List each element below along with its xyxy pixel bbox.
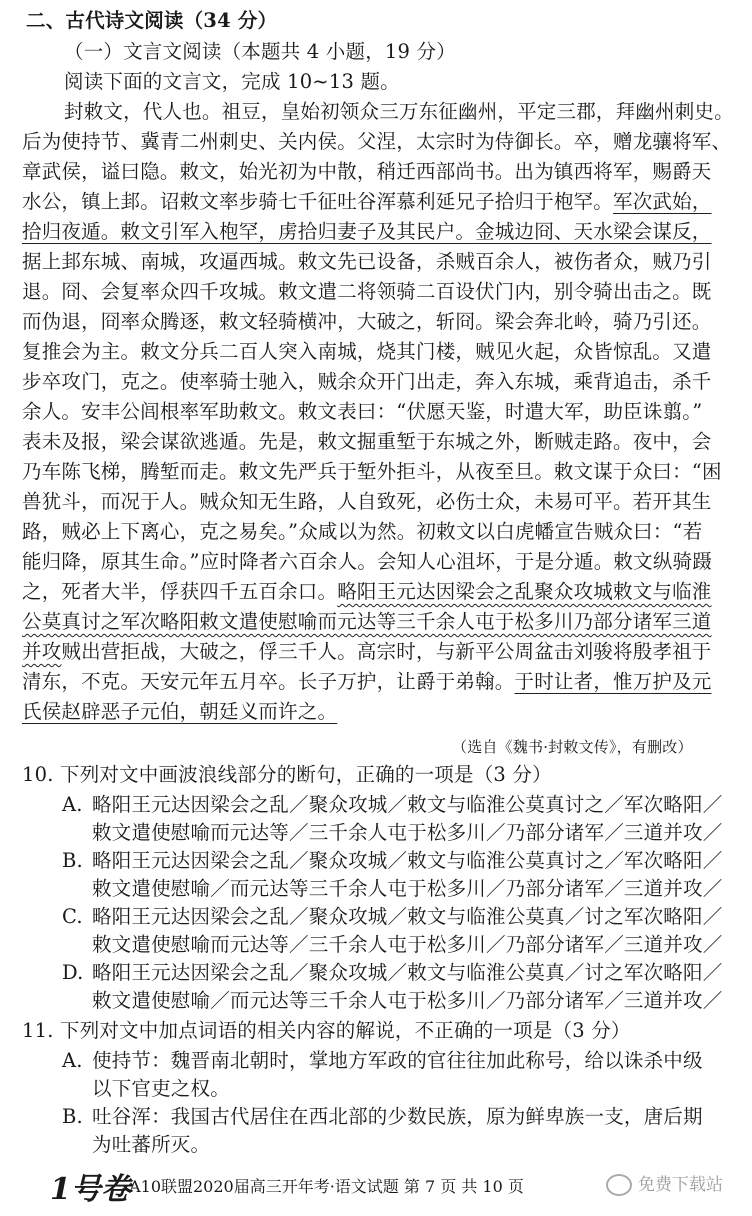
option-text: 为吐蕃所灭。 — [92, 1133, 211, 1156]
option-text: 敕文遣使慰喻而元达等／三千余人屯于松多川／乃部分诸军／三道并攻／ — [92, 821, 723, 844]
option-text: 敕文遣使慰喻／而元达等三千余人屯于松多川／乃部分诸军／三道并攻／ — [92, 877, 723, 900]
option-text: 略阳王元达因梁会之乱／聚众攻城／敕文与临淮公莫真／讨之军次略阳／ — [92, 961, 723, 984]
passage-line — [22, 189, 712, 215]
passage-line — [22, 579, 712, 605]
passage-line: 路，贼必上下离心，克之易矣。”众咸以为然。初敕文以白虎幡宣告贼众曰：“若 — [22, 520, 703, 543]
wechat-icon — [606, 1174, 632, 1196]
option-letter: C. — [62, 905, 83, 928]
underlined-text: 金城边冏、天水梁会谋反， — [475, 220, 712, 243]
underlined-text: 于时让者，惟万护及元 — [514, 670, 712, 693]
passage-text: 水公，镇上邽。诏敕文率步骑七千征吐谷浑慕利延兄子拾归于枹罕。 — [22, 190, 614, 213]
option-text: 略阳王元达因梁会之乱／聚众攻城／敕文与临淮公莫真讨之／军次略阳／ — [92, 849, 723, 872]
passage-line: 乃车陈飞梯，腾堑而走。敕文先严兵于堑外拒斗，从夜至旦。敕文谋于众曰：“困 — [22, 460, 722, 483]
question-11-stem: 11. 下列对文中加点词语的相关内容的解说，不正确的一项是（3 分） — [22, 1019, 631, 1042]
passage-line: 余人。安丰公闾根率军助敕文。敕文表曰：“伏愿天鉴，时遣大军，助臣诛翦。” — [22, 400, 703, 423]
option-letter: B. — [62, 1105, 83, 1128]
option-text: 吐谷浑：我国古代居住在西北部的少数民族，原为鲜卑族一支，唐后期 — [92, 1105, 703, 1128]
passage-line: 能归降，原其生命。”应时降者六百余人。会知人心沮坏，于是分遁。敕文纵骑蹑 — [22, 550, 712, 573]
watermark — [606, 1170, 723, 1196]
instruction: 阅读下面的文言文，完成 10~13 题。 — [64, 70, 400, 93]
passage-line — [22, 639, 712, 665]
question-10-stem: 10. 下列对文中画波浪线部分的断句，正确的一项是（3 分） — [22, 763, 552, 786]
passage-line: 章武侯，谥曰隐。敕文，始光初为中散，稍迁西部尚书。出为镇西将军，赐爵天 — [22, 160, 712, 183]
passage-line — [22, 669, 712, 695]
option-letter: A. — [62, 793, 83, 816]
option-text: 以下官吏之权。 — [92, 1077, 230, 1100]
underlined-text: 军次武始， — [613, 190, 712, 213]
passage-line: 表未及报，梁会谋欲逃遁。先是，敕文掘重堑于东城之外，断贼走路。夜中，会 — [22, 430, 712, 453]
watermark-text: 免费下载站 — [638, 1175, 723, 1195]
option-text: 敕文遣使慰喻而元达等／三千余人屯于松多川／乃部分诸军／三道并攻／ — [92, 933, 723, 956]
passage-text: 贼出营拒战，大破之，俘三千人。高宗时，与新平公周盆击刘骏将殷孝祖于 — [61, 640, 712, 663]
section-title: 二、古代诗文阅读（34 分） — [26, 9, 278, 32]
passage-line: 退。冏、会复率众四千攻城。敕文遣二将领骑二百设伏门内，别令骑出击之。既 — [22, 280, 712, 303]
option-text: 略阳王元达因梁会之乱／聚众攻城／敕文与临淮公莫真／讨之军次略阳／ — [92, 905, 723, 928]
passage-line: 封敕文，代人也。祖豆，皇始初领众三万东征幽州，平定三郡，拜幽州刺史。 — [64, 100, 734, 123]
option-letter: D. — [62, 961, 84, 984]
option-letter: B. — [62, 849, 83, 872]
wavy-underlined-text: 公莫真讨之军次略阳敕文遣使慰喻而元达等三千余人屯于松多川乃部分诸军三道 — [22, 610, 712, 633]
wavy-underlined-text: 并攻 — [22, 640, 62, 663]
passage-line — [22, 609, 712, 635]
subsection-title: （一）文言文阅读（本题共 4 小题，19 分） — [64, 40, 456, 63]
passage-line — [22, 699, 337, 725]
passage-line: 后为使持节、冀青二州刺史、关内侯。父涅，太宗时为侍御长。卒，赠龙骧将军、 — [22, 130, 732, 153]
source-citation: （选自《魏书·封敕文传》，有删改） — [452, 738, 693, 756]
option-letter: A. — [62, 1049, 83, 1072]
passage-line: 步卒攻门，克之。使率骑士驰入，贼余众开门出走，奔入东城，乘背追击，杀千 — [22, 370, 712, 393]
option-text: 敕文遣使慰喻／而元达等三千余人屯于松多川／乃部分诸军／三道并攻／ — [92, 989, 723, 1012]
passage-line — [22, 219, 712, 245]
passage-line: 复推会为主。敕文分兵二百人突入南城，烧其门楼，贼见火起，众皆惊乱。又遣 — [22, 340, 712, 363]
footer-text: ·A10联盟2020届高三开年考·语文试题 第 7 页 共 10 页 — [124, 1177, 524, 1196]
wavy-underlined-text: 略阳王元达因梁会之乱聚众攻城敕文与临淮 — [337, 580, 712, 603]
brand-logo: 1号卷 — [50, 1172, 131, 1207]
option-text: 略阳王元达因梁会之乱／聚众攻城／敕文与临淮公莫真讨之／军次略阳／ — [92, 793, 723, 816]
passage-line: 而伪退，冏率众腾逐，敕文轻骑横冲，大破之，斩冏。梁会奔北岭，骑乃引还。 — [22, 310, 712, 333]
passage-line: 兽犹斗，而况于人。贼众知无生路，人自致死，必伤士众，未易可平。若开其生 — [22, 490, 712, 513]
passage-line: 据上邽东城、南城，攻逼西城。敕文先已设备，杀贼百余人，被伤者众，贼乃引 — [22, 250, 712, 273]
underlined-text: 氏侯赵辟恶子元伯，朝廷义而许之。 — [22, 700, 338, 723]
passage-text: 之，死者大半，俘获四千五百余口。 — [22, 580, 338, 603]
option-text: 使持节：魏晋南北朝时，掌地方军政的官往往加此称号，给以诛杀中级 — [92, 1049, 703, 1072]
passage-text: 清东，不克。天安元年五月卒。长子万护，让爵于弟翰。 — [22, 670, 515, 693]
underlined-text: 拾归夜遁。敕文引军入枹罕，虏拾归妻子及其民户。 — [22, 220, 476, 243]
